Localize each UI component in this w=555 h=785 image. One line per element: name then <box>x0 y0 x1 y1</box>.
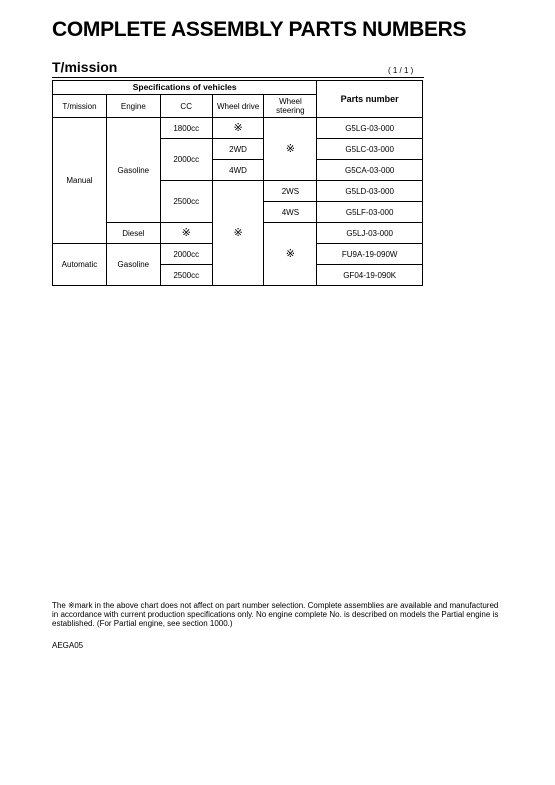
cell-mark: ※ <box>264 118 317 181</box>
cell-cc-2000: 2000cc <box>160 139 212 181</box>
cell-ws-4ws: 4WS <box>264 202 317 223</box>
footnote: The ※mark in the above chart does not affect on part number selection. Complete assemblies are available and manufactured in accordance with current production specifications only. No engine complete No. is described on models the Partial engine is established. (For Partial engine, see section 1000.) <box>52 601 499 628</box>
cell-part-number: G5LF-03-000 <box>317 202 423 223</box>
cell-gasoline: Gasoline <box>106 118 160 223</box>
section-rule <box>52 77 424 78</box>
section-title: T/mission <box>52 59 118 75</box>
header-cc: CC <box>160 95 212 118</box>
cell-cc-2500: 2500cc <box>160 265 212 286</box>
cell-part-number: G5LD-03-000 <box>317 181 423 202</box>
cell-part-number: FU9A-19-090W <box>317 244 423 265</box>
header-wheel-drive: Wheel drive <box>212 95 264 118</box>
cell-mark: ※ <box>212 181 264 286</box>
document-code: AEGA05 <box>52 641 84 650</box>
cell-part-number: G5LC-03-000 <box>317 139 423 160</box>
cell-cc-2000: 2000cc <box>160 244 212 265</box>
cell-automatic: Automatic <box>53 244 107 286</box>
cell-mark: ※ <box>160 223 212 244</box>
page-title: COMPLETE ASSEMBLY PARTS NUMBERS <box>52 18 467 41</box>
header-engine: Engine <box>106 95 160 118</box>
cell-mark: ※ <box>212 118 264 139</box>
parts-number-header: Parts number <box>317 81 423 118</box>
cell-wd-2wd: 2WD <box>212 139 264 160</box>
cell-mark: ※ <box>264 223 317 286</box>
header-wheel-steering: Wheel steering <box>264 95 317 118</box>
cell-cc-1800: 1800cc <box>160 118 212 139</box>
table-header-row <box>53 81 423 95</box>
parts-table <box>52 80 423 286</box>
cell-diesel: Diesel <box>106 223 160 244</box>
cell-part-number: G5LJ-03-000 <box>317 223 423 244</box>
cell-cc-2500: 2500cc <box>160 181 212 223</box>
cell-wd-4wd: 4WD <box>212 160 264 181</box>
cell-ws-2ws: 2WS <box>264 181 317 202</box>
cell-part-number: G5CA-03-000 <box>317 160 423 181</box>
spec-header: Specifications of vehicles <box>53 81 317 95</box>
cell-part-number: GF04-19-090K <box>317 265 423 286</box>
cell-gasoline: Gasoline <box>106 244 160 286</box>
cell-manual: Manual <box>53 118 107 244</box>
page-counter: ( 1 / 1 ) <box>388 66 414 75</box>
table-row <box>53 118 423 139</box>
cell-part-number: G5LG-03-000 <box>317 118 423 139</box>
header-tmission: T/mission <box>53 95 107 118</box>
